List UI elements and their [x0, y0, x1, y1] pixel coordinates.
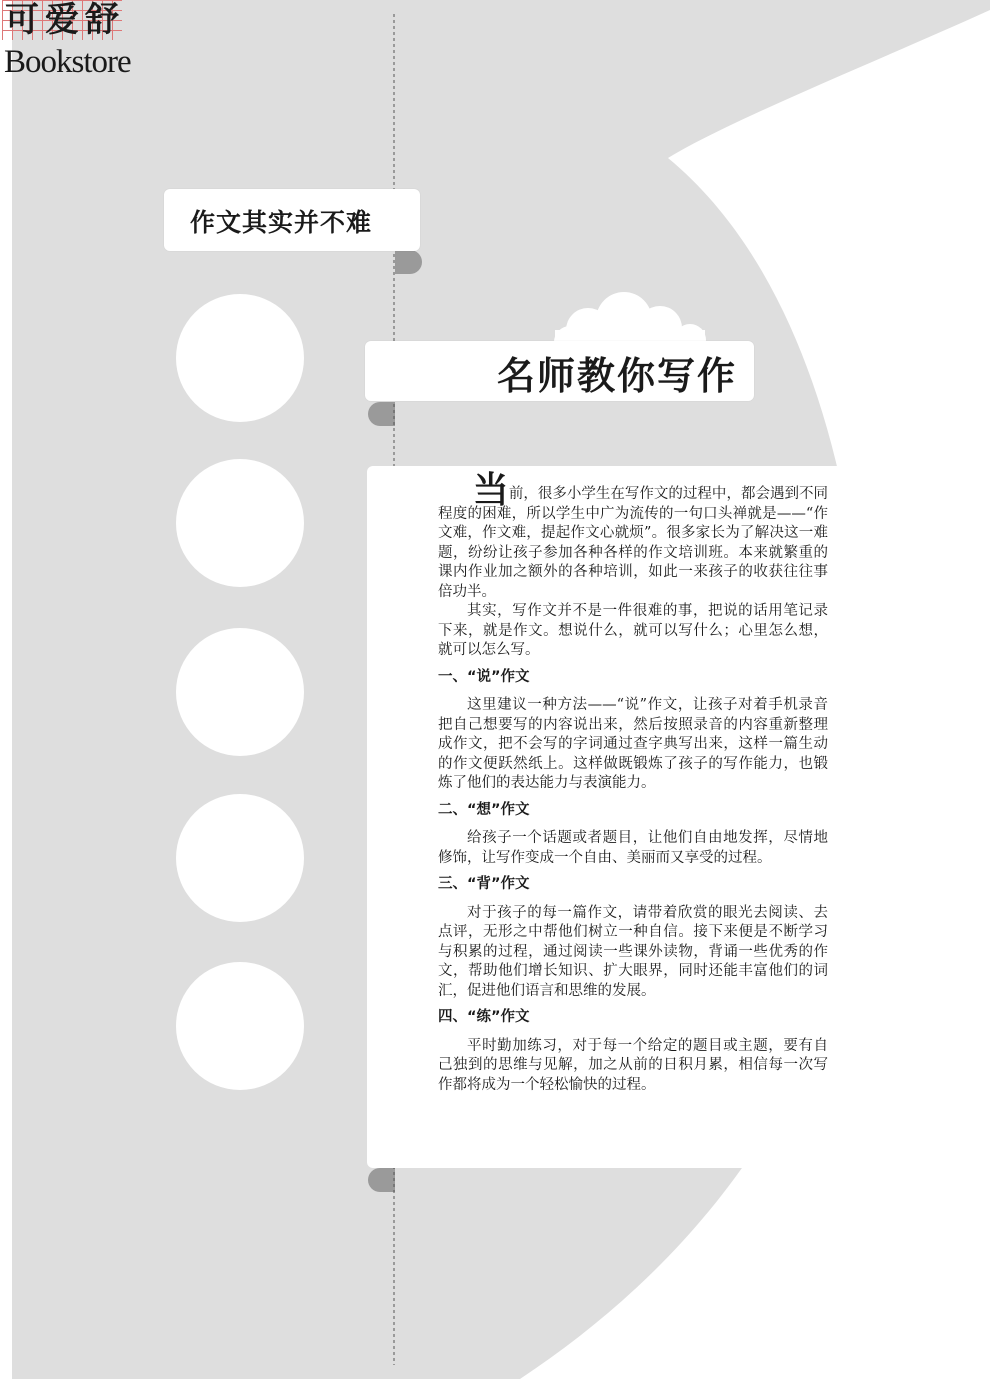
article-panel	[367, 466, 873, 1168]
bookstore-logo	[2, 0, 131, 80]
section-body-2: 给孩子一个话题或者题目，让他们自由地发挥，尽情地修饰，让写作变成一个自由、美丽而又享受的过程。	[438, 830, 828, 866]
intro-paragraph	[438, 469, 828, 602]
intro-text: 前，很多小学生在写作文的过程中，都会遇到不同程度的困难，所以学生中广为流传的一句口头禅就是——“作文难，作文难，提起作文心就烦”。很多家长为了解决这一难题，纷纷让孩子参加各种各样的作文培训班。本来就繁重的课内作业加之额外的各种培训，如此一来孩子的收获往往事倍功半。	[438, 486, 828, 600]
section-body-3: 对于孩子的每一篇作文，请带着欣赏的眼光去阅读、去点评，无形之中帮他们树立一种自信。接下来便是不断学习与积累的过程，通过阅读一些课外读物，背诵一些优秀的作文，帮助他们增长知识、扩大眼界，同时还能丰富他们的词汇，促进他们语言和思维的发展。	[438, 904, 828, 999]
section-heading-4: 四、“练”作文	[438, 1009, 530, 1025]
section-heading-2: 二、“想”作文	[438, 801, 530, 818]
page-title: 名师教你写作	[497, 353, 738, 398]
logo-english: Bookstore	[4, 44, 131, 80]
section-heading-1: 一、“说”作文	[438, 668, 530, 685]
tab-knob-3	[368, 1168, 395, 1192]
section-body-1: 这里建议一种方法——“说”作文，让孩子对着手机录音把自己想要写的内容说出来，然后按照录音的内容重新整理成作文，把不会写的字词通过查字典写出来，这样一篇生动的作文便跃然纸上。这样做既锻炼了孩子的写作能力，也锻炼了他们的表达能力与表演能力。	[438, 697, 828, 791]
paragraph-2: 其实，写作文并不是一件很难的事，把说的话用笔记录下来，就是作文。想说什么，就可以写什么；心里怎么想，就可以怎么写。	[438, 603, 828, 658]
circle-3	[176, 628, 304, 756]
tab-knob-1	[395, 250, 422, 274]
section-heading-3: 三、“背”作文	[438, 876, 530, 892]
subtitle-tab	[164, 189, 420, 251]
circle-2	[176, 459, 304, 587]
circle-4	[176, 794, 304, 922]
subtitle-text: 作文其实并不难	[190, 208, 373, 237]
logo-char: 舒	[82, 0, 122, 40]
article-body	[438, 469, 828, 1095]
circle-1	[176, 294, 304, 422]
section-body-4: 平时勤加练习，对于每一个给定的题目或主题，要有自己独到的思维与见解，加之从前的日积月累，相信每一次写作都将成为一个轻松愉快的过程。	[438, 1037, 828, 1093]
logo-char: 爱	[42, 0, 82, 40]
dropcap: 当	[472, 469, 509, 511]
tab-knob-2	[368, 402, 395, 426]
logo-char: 可	[2, 0, 42, 40]
title-tab	[365, 341, 754, 401]
circle-5	[176, 962, 304, 1090]
logo-chinese	[2, 0, 122, 44]
